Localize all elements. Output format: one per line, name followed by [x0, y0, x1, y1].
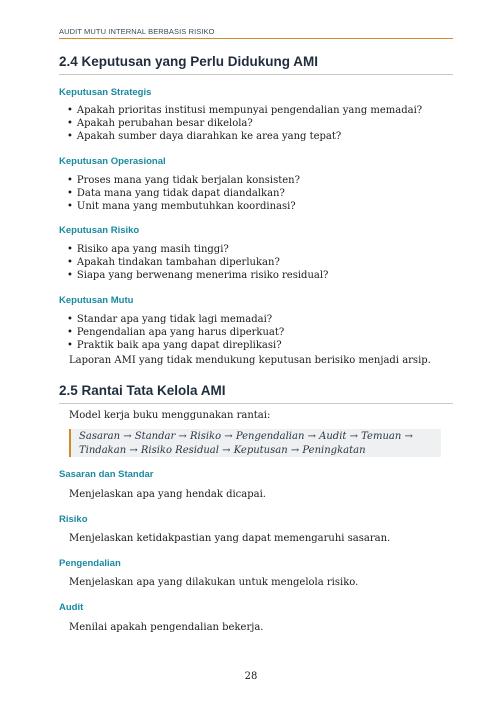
list-item: • Data mana yang tidak dapat diandalkan? [67, 187, 300, 200]
subheading-risiko: Risiko [59, 514, 88, 525]
running-header: AUDIT MUTU INTERNAL BERBASIS RISIKO [59, 27, 215, 36]
term-description: Menjelaskan apa yang hendak dicapai. [69, 489, 266, 500]
section-rule [59, 74, 453, 75]
section-title-2-4: 2.4 Keputusan yang Perlu Didukung AMI [59, 54, 319, 69]
list-item: • Apakah prioritas institusi mempunyai pengendalian yang memadai? [67, 104, 422, 117]
subheading-sasaran-dan-standar: Sasaran dan Standar [59, 469, 154, 480]
list-item: • Apakah perubahan besar dikelola? [67, 117, 422, 130]
chain-line: Tindakan → Risiko Residual → Keputusan → Peningkatan [79, 444, 366, 456]
subheading-keputusan-risiko: Keputusan Risiko [59, 225, 140, 236]
section-rule [59, 403, 453, 404]
intro-paragraph: Model kerja buku menggunakan rantai: [69, 410, 271, 421]
chain-line: Sasaran → Standar → Risiko → Pengendalian → Audit → Temuan → [79, 431, 413, 442]
bullet-list-risiko [67, 243, 328, 282]
governance-chain-callout [69, 429, 441, 457]
list-item: • Unit mana yang membutuhkan koordinasi? [67, 200, 300, 213]
bullet-list-strategis [67, 104, 422, 143]
subheading-keputusan-operasional: Keputusan Operasional [59, 156, 166, 167]
closing-paragraph: Laporan AMI yang tidak mendukung keputusan berisiko menjadi arsip. [69, 355, 431, 366]
page-number: 28 [244, 671, 258, 682]
list-item: • Apakah tindakan tambahan diperlukan? [67, 256, 328, 269]
list-item: • Siapa yang berwenang menerima risiko residual? [67, 269, 328, 282]
subheading-pengendalian: Pengendalian [59, 558, 121, 569]
list-item: • Pengendalian apa yang harus diperkuat? [67, 326, 284, 339]
term-description: Menjelaskan ketidakpastian yang dapat memengaruhi sasaran. [69, 533, 391, 544]
section-title-2-5: 2.5 Rantai Tata Kelola AMI [59, 383, 226, 398]
list-item: • Apakah sumber daya diarahkan ke area yang tepat? [67, 130, 422, 143]
subheading-audit: Audit [59, 602, 84, 613]
subheading-keputusan-mutu: Keputusan Mutu [59, 295, 134, 306]
term-description: Menjelaskan apa yang dilakukan untuk mengelola risiko. [69, 577, 359, 588]
bullet-list-mutu [67, 313, 284, 352]
list-item: • Praktik baik apa yang dapat direplikasi? [67, 339, 284, 352]
list-item: • Risiko apa yang masih tinggi? [67, 243, 328, 256]
term-description: Menilai apakah pengendalian bekerja. [69, 622, 264, 633]
list-item: • Proses mana yang tidak berjalan konsisten? [67, 174, 300, 187]
subheading-keputusan-strategis: Keputusan Strategis [59, 87, 152, 98]
header-rule [59, 38, 453, 39]
bullet-list-operasional [67, 174, 300, 213]
list-item: • Standar apa yang tidak lagi memadai? [67, 313, 284, 326]
